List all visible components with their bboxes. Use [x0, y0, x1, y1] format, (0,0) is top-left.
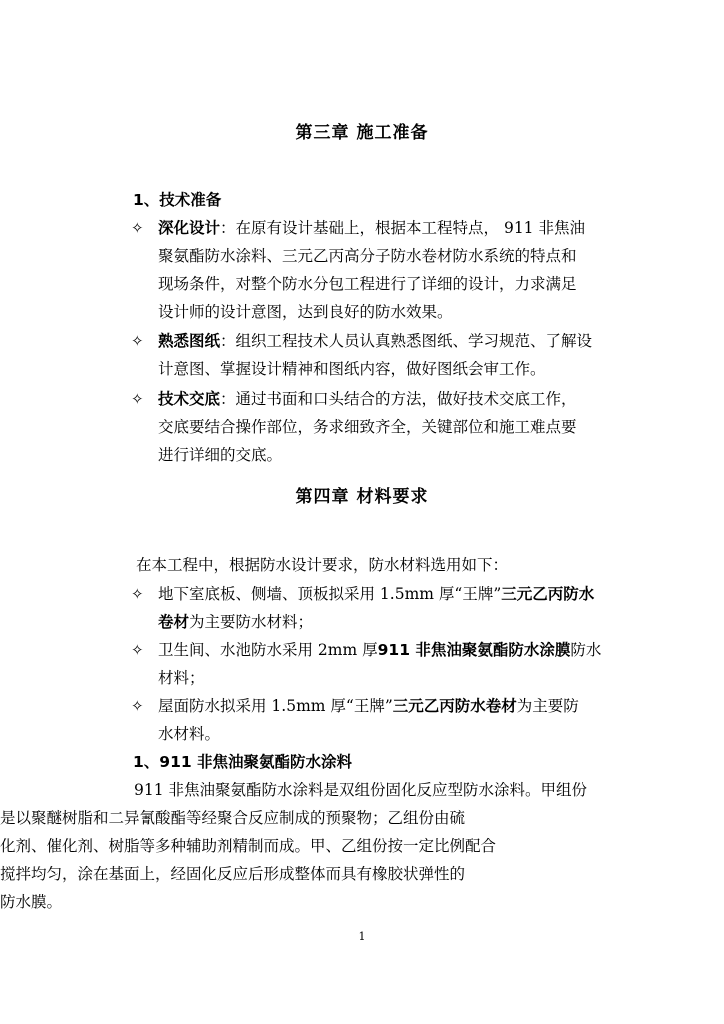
diamond-bullet-icon: ✧ [131, 390, 144, 408]
diamond-bullet-icon: ✧ [131, 585, 144, 603]
paragraph-line-2: 是以聚醚树脂和二异氰酸酯等经聚合反应制成的预聚物；乙组份由硫 [0, 809, 466, 827]
section-technical-prep-heading: 1、技术准备 [133, 191, 222, 209]
bullet-familiarize-drawings-line-1: 熟悉图纸：组织工程技术人员认真熟悉图纸、学习规范、了解设 [158, 332, 593, 350]
materials-intro: 在本工程中，根据防水设计要求，防水材料选用如下： [136, 556, 509, 574]
paragraph-line-4: 搅拌均匀，涂在基面上，经固化反应后形成整体而具有橡胶状弹性的 [0, 865, 466, 883]
page-number: 1 [358, 930, 366, 943]
chapter-3-title: 第三章 施工准备 [295, 123, 429, 143]
bullet-deep-design-line-4: 设计师的设计意图，达到良好的防水效果。 [158, 303, 453, 321]
bullet-label: 深化设计 [158, 219, 221, 237]
material-roof-line-2: 水材料。 [158, 725, 221, 743]
diamond-bullet-icon: ✧ [131, 697, 144, 715]
material-bathroom-line-2: 材料； [158, 669, 205, 687]
bullet-technical-briefing-line-1: 技术交底：通过书面和口头结合的方法，做好技术交底工作， [158, 390, 577, 408]
paragraph-line-5: 防水膜。 [0, 893, 63, 911]
diamond-bullet-icon: ✧ [131, 219, 144, 237]
paragraph-line-3: 化剂、催化剂、树脂等多种辅助剂精制而成。甲、乙组份按一定比例配合 [0, 837, 497, 855]
bullet-technical-briefing-line-3: 进行详细的交底。 [158, 446, 283, 464]
diamond-bullet-icon: ✧ [131, 332, 144, 350]
material-bathroom-line-1: 卫生间、水池防水采用 2mm 厚911 非焦油聚氨酯防水涂膜防水 [158, 641, 602, 659]
diamond-bullet-icon: ✧ [131, 641, 144, 659]
chapter-4-title: 第四章 材料要求 [295, 487, 429, 507]
material-basement-line-2: 卷材为主要防水材料； [158, 613, 314, 631]
bullet-deep-design-line-1: 深化设计：在原有设计基础上，根据本工程特点， 911 非焦油 [158, 219, 585, 237]
bullet-deep-design-line-3: 现场条件，对整个防水分包工程进行了详细的设计，力求满足 [158, 275, 577, 293]
paragraph-line-1: 911 非焦油聚氨酯防水涂料是双组份固化反应型防水涂料。甲组份 [134, 781, 588, 799]
material-basement-line-1: 地下室底板、侧墙、顶板拟采用 1.5mm 厚“王牌”三元乙丙防水 [158, 585, 595, 603]
bullet-familiarize-drawings-line-2: 计意图、掌握设计精神和图纸内容，做好图纸会审工作。 [158, 360, 546, 378]
bullet-deep-design-line-2: 聚氨酯防水涂料、三元乙丙高分子防水卷材防水系统的特点和 [158, 247, 577, 265]
bullet-label: 熟悉图纸 [158, 332, 221, 350]
material-roof-line-1: 屋面防水拟采用 1.5mm 厚“王牌”三元乙丙防水卷材为主要防 [158, 697, 579, 715]
bullet-label: 技术交底 [158, 390, 221, 408]
section-911-coating-heading: 1、911 非焦油聚氨酯防水涂料 [133, 753, 353, 771]
bullet-technical-briefing-line-2: 交底要结合操作部位，务求细致齐全，关键部位和施工难点要 [158, 418, 577, 436]
